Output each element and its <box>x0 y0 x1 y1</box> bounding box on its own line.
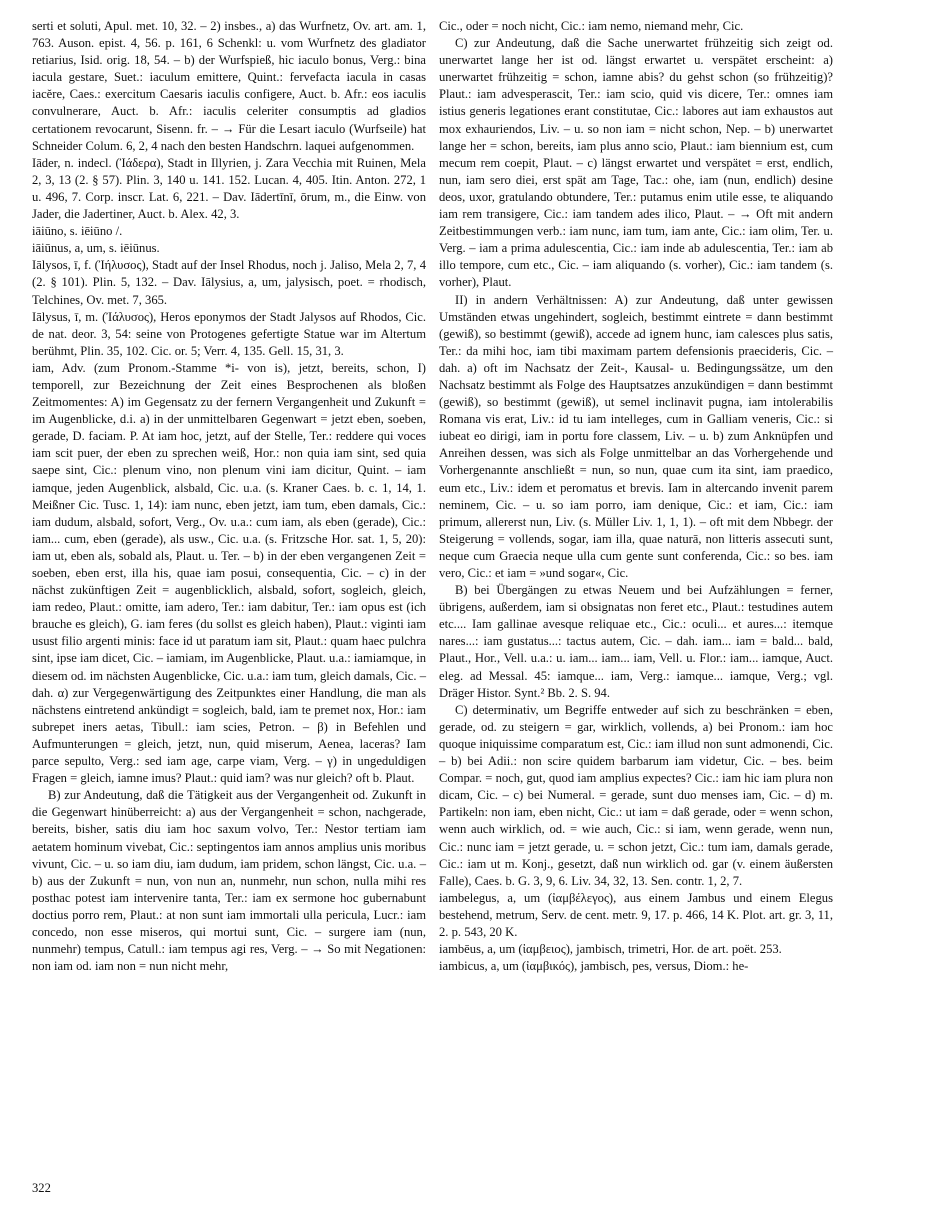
entry-iaiunus: iāiūnus, a, um, s. iēiūnus. <box>32 241 160 256</box>
right-column <box>439 18 833 975</box>
dictionary-page <box>32 18 903 1198</box>
entry-iambicus: iambicus, a, um (ἰαμβικός), jambisch, pes, versus, Diom.: he- <box>439 959 749 974</box>
entry-ialysus: Iālysus, ī, m. (Ἰάλυσος), Heros eponymos der Stadt Jalysos auf Rhodos, Cic. de nat. deor. 3, 54: seine von Protogenes gefertigte Statue war im Altertum berühmt, Plin. 35, 102. Cic. or. 5; Verr. 4, 135. Gell. 15, 31, 3. <box>32 309 426 358</box>
page-number: 322 <box>32 1181 51 1195</box>
entry-iader: Iāder, n. indecl. (Ἰάδερα), Stadt in Illyrien, j. Zara Vecchia mit Ruinen, Mela 2, 3, 13 (2. § 57). Plin. 3, 140 u. 141. 152. Lucan. 4, 405. Itin. Anton. 272, 1 u. 496, 7. Corp. inscr. Lat. 6, 221. – Dav. Iādertīnī, ōrum, m., die Einw. von Jader, die Jadertiner, Auct. b. Alex. 42, 3. <box>32 155 426 222</box>
entry-ialysos: Iālysos, ī, f. (Ἰήλυσος), Stadt auf der Insel Rhodus, noch j. Jaliso, Mela 2, 7, 4 (2. § 101). Plin. 5, 132. – Dav. Iālysius, a, um, jalysisch, poet. = rhodisch, Telchines, Ov. met. 7, 365. <box>32 258 426 307</box>
entry-iam-section-b: B) zur Andeutung, daß die Tätigkeit aus der Vergangenheit od. Zukunft in die Gegenwart hinüberreicht: a) aus der Vergangenheit = schon, nachgerade, bereits, bisher, satis diu iam hoc saxum volvo, Ter.: Nestor tertiam iam aetatem hominum vivebat, Cic.: septingentos iam annos amplius unis moribus vivunt, Cic. – u. so iam diu, iam dudum, iam pridem, schon längst, Cic. u.a. – b) aus der Zukunft = nun, von nun an, nunmehr, nun schon, nulla mihi res posthac potest iam intervenire tanta, Ter.: iam ex sermone hoc gubernabunt doctius porro rem, Plaut.: at non sunt iam immortali ulla pericula, Lucr.: iam concedo, non esse miseros, qui mortui sunt, Cic. – surgere iam (nun, nunmehr) tempus, Catull.: iam tempus agi res, Verg. – → So mit Negationen: non iam od. iam non = nun nicht mehr, <box>32 788 426 974</box>
entry-iam-section-ii-b: B) bei Übergängen zu etwas Neuem und bei Aufzählungen = ferner, übrigens, außerdem, iam si obsignatas non feret etc., Plaut.: testudines autem etc.... Iam gallinae avesque reliquae etc., Cic.: oculi... et aures...: itemque nares...: iam gustatus...: tactus autem, Cic. – dah. iam... iam = bald... bald, Plaut., Hor., Vell. u.a.: u. iam... iam... iam, Vell. u. Flor.: iam... iamque, Auct. eleg. ad Messal. 45: iamque... iam, Verg.: iamque... iamque, Verg.; vgl. Dräger Histor. Synt.² Bb. 2. S. 94. <box>439 583 833 700</box>
entry-iaiuno: iāiūno, s. iēiūno /. <box>32 224 123 239</box>
text-block: Cic., oder = noch nicht, Cic.: iam nemo, niemand mehr, Cic. <box>439 19 744 33</box>
entry-iambeus: iambēus, a, um (ἰαμβειος), jambisch, trimetri, Hor. de art. poët. 253. <box>439 942 782 957</box>
text-block: serti et soluti, Apul. met. 10, 32. – 2) insbes., a) das Wurfnetz, Ov. art. am. 1, 763. Auson. epist. 4, 56. p. 161, 6 Schenkl: u. vom Wurfnetz des gladiator retiarius, Isid. orig. 18, 54. – b) der Wurfspieß, hic iaculo bonus, Verg.: bina iacula gestare, Suet.: iaculum emittere, Quint.: fervefacta iacula in casas iacĕre, Caes.: exercitum Caesaris iaculis configere, Auct. b. Afr.: eos iaculis convulnerare, Auct. b. Afr.: iaculis celeriter consumptis ad gladios certationem revocarunt, Sisenn. fr. – → Für die Lesart iaculo (Wurfseile) hat Schneider Colum. 6, 2, 4 nach den besten Handschrn. laquei aufgenommen. <box>32 19 426 153</box>
entry-iam-section-ii-c: C) determinativ, um Begriffe entweder auf sich zu beschränken = eben, gerade, od. zu steigern = gar, wirklich, vollends, a) bei Pronom.: iam hoc quoque iniquissime comparatum est, Cic.: iam illud non sunt admonendi, Cic. – b) bei Adii.: non scire quidem barbarum iam videtur, Cic. – bes. beim Compar. = noch, gut, quod iam amplius expectes? Cic.: iam hic iam plura non dicam, Cic. – c) bei Numeral. = gerade, sunt duo menses iam, Cic. – d) m. Partikeln: non iam, eben nicht, Cic.: ut iam = daß gerade, oder = wenn schon, wenn auch wirklich, od. = wie auch, Cic.: si iam, wenn gerade, wenn nun, Cic.: nunc iam = jetzt gerade, u. = schon jetzt, Cic.: tum iam, damals gerade, Cic.: iam ut m. Konj., gesetzt, daß nun wirklich od. gar (v. einem äußersten Falle), Caes. b. G. 3, 9, 6. Liv. 34, 32, 13. Sen. contr. 1, 2, 7. <box>439 702 833 888</box>
entry-iam-section-c: C) zur Andeutung, daß die Sache unerwartet frühzeitig sich zeigt od. unerwartet lange her ist od. längst erwartet u. verspätet erscheint: a) unerwartet frühzeitig = schon, iamne abis? du gehst schon (so frühzeitig)? Plaut.: iam advesperascit, Ter.: iam scio, quid vis dicere, Ter.: omnes iam istius generis legationes erant constitutae, Cic.: labores aut iam exhaustos aut mox exhauriendos, Liv. – u. so non iam = nicht schon, Nep. – b) unerwartet lange her = schon, bereits, iam plus anno scio, Plaut.: iam biennium est, cum mecum rem coepit, Plaut. – c) längst erwartet und verspätet = erst, endlich, nun, iam sero diei, erst spät am Tage, Tac.: ohe, iam (nun, endlich) desine deos, uxor, gratulando obtundere, Ter.: putamus enim utile esse, te aliquando iam rem transigere, Cic.: iam tandem ades ilico, Plaut. – → Oft mit andern Zeitbestimmungen verb.: iam nunc, iam tum, iam ante, Cic.: iam olim, Ter. u. Verg. – iam a prima adulescentia, Cic.: iam inde ab adulescentia, Ter.: iam ab illo tempore, cum etc., Cic. – iam aliquando (s. vorher), Cic.: iam tandem (s. vorher), Plaut. <box>439 36 833 290</box>
entry-iam: iam, Adv. (zum Pronom.-Stamme *i- von is), jetzt, bereits, schon, I) temporell, zur Bezeichnung der Zeit eines Besprochenen als bloßen Zeitmomentes: A) im Gegensatz zu der fernern Vergangenheit und Zukunft = im Augenblicke, d.i. a) in der unmittelbaren Gegenwart = jetzt eben, soeben, gerade, D. faciam. P. At iam hoc, jetzt, auf der Stelle, Ter.: reddere qui voces iam scit puer, der eben zu sprechen weiß, Hor.: non quia iam sint, sed quia saepe sint, Cic.: plenum vino, non plenum vini iam dicitur, Quint. – iam iamque, jeden Augenblick, alsbald, Cic. u.a. (s. Kraner Caes. b. c. 1, 14, 1. Meißner Cic. Tusc. 1, 14): iam nunc, eben jetzt, iam tum, eben damals, Cic.: iam dudum, alsbald, sofort, Verg., Ov. u.a.: cum iam, als eben (gerade), Cic.: iam... cum, eben (gerade), als usw., Cic. u.a. (s. Fritzsche Hor. sat. 1, 5, 20): iam ut, eben als, sobald als, Plaut. u. Ter. – b) in der eben vergangenen Zeit = soeben, eben erst, illa his, quae iam posui, consequentia, Cic. – c) in der nächst zukünftigen Zeit = augenblicklich, alsbald, sofort, sogleich, gleich, iam redeo, Plaut.: omitte, iam adero, Ter.: iam dabitur, Ter.: iam opus est (ich brauche es gleich), G. iam feres (du sollst es gleich haben), Plaut.: viginti iam usust filio argenti minis: face id ut paratum iam sit, Plaut.: quam haec pulchra sint, ipse iam dicet, Cic. – iamiam, im Augenblicke, Plaut. u.a.: iamiamque, in diesem od. im nächsten Augenblicke, Cic. u.a.: iam tum, gleich damals, Cic. – dah. α) zur Vergegenwärtigung des Zeitpunktes einer Handlung, die man als nächstens eintretend ankündigt = sogleich, bald, iam te premet nox, Hor.: iam subrepet iners aetas, Tibull.: iam scies, Petron. – β) in Befehlen und Aufmunterungen = gleich, jetzt, nun, quid miserum, Aenea, laceras? Iam parce sepulto, Verg.: sed iam age, carpe viam, Verg. – γ) in ungeduldigen Fragen = gleich, iamne imus? Plaut.: quid iam? was nur gleich? oft b. Plaut. <box>32 360 426 786</box>
left-column <box>32 18 426 975</box>
entry-iambelegus: iambelegus, a, um (ἰαμβέλεγος), aus einem Jambus und einem Elegus bestehend, metrum, Serv. de cent. metr. 9, 17. p. 466, 14 K. Plot. art. gr. 3, 11, 2. p. 543, 20 K. <box>439 890 833 939</box>
entry-iam-section-ii: II) in andern Verhältnissen: A) zur Andeutung, daß unter gewissen Umständen etwas ungehindert, sogleich, bestimmt eintrete = dann bestimmt (gewiß), so bestimmt (gewiß), accede ad ignem hunc, iam calesces plus satis, Ter.: da mihi hoc, iam tibi maximam partem defensionis praecideris, Cic. – dah. a) oft im Nachsatz der Zeit-, Kausal- u. Bedingungssätze, um den Nachsatz bestimmt als Folge des Hauptsatzes anzukündigen = dann bestimmt (gewiß), so bestimmt (gewiß), ut semel inclinavit pugna, iam intolerabilis Romana vis erat, Liv.: id tu iam intelleges, cum in Galliam veneris, Cic.: si iubeat eo dirigi, iam in portu fore classem, Liv. – u. b) zum Anknüpfen und Anreihen dessen, was sich als Folge unmittelbar an das Vorhergehende und Vorhergenannte anschließt = nun, so nun, quae cum ita sint, iam praedico, eum etc., Liv.: idem et peromatus et brevis. Iam in altercando invenit parem neminem, Cic. – u. so iam porro, iam denique, Cic.: et iam, Cic.: iam primum, allererst nun, Liv. (s. Müller Liv. 1, 1, 1). – oft mit dem Nbbegr. der Steigerung = vollends, sogar, iam illa, quae naturā, non litteris assecuti sunt, neque cum Graecia neque ulla cum gente sunt conferenda, Cic.: so bes. iam vero, Cic.: et iam = »und sogar«, Cic. <box>439 292 833 580</box>
